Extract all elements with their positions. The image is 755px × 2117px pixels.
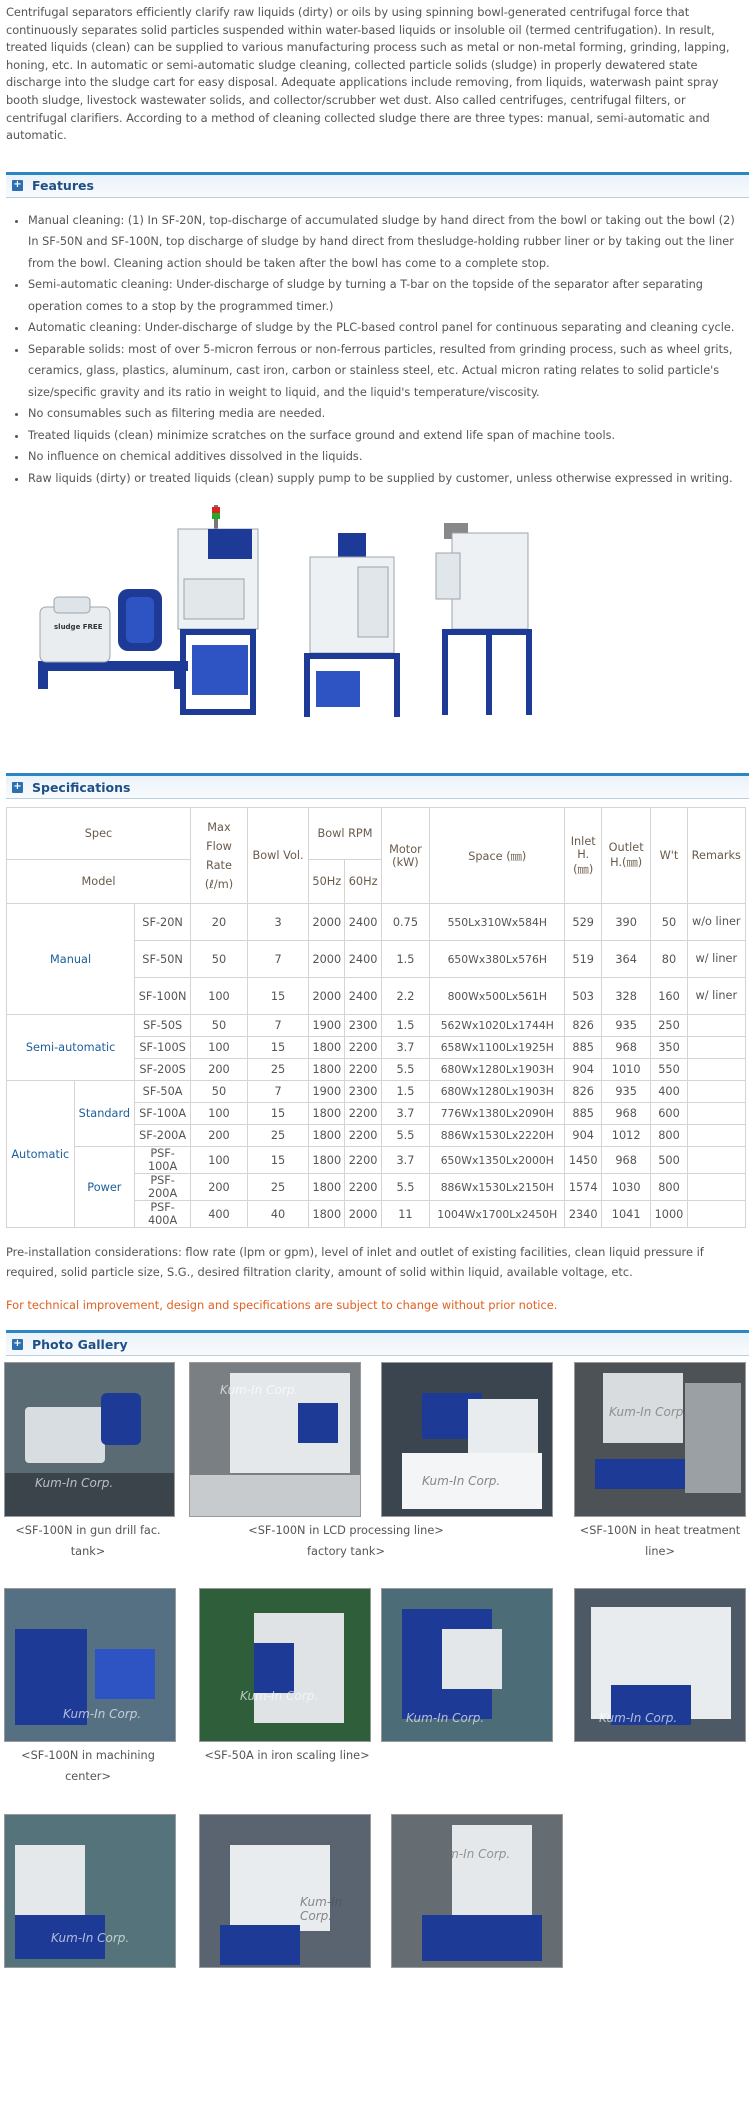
spec-cell: 904 [565,1059,602,1081]
spec-cell: 15 [247,978,308,1015]
feature-item: • Separable solids: most of over 5-micron ferrous or non-ferrous particles, resulted from grinding process, such as wheel grits, ceramics, glass, plastics, aluminum, cast iron, carbon or stainless steel, etc. Actual micron rating relates to solid particle's size/specific gravity and its ratio in weight to liquid, and the liquid's temperature/viscosity. [28,339,743,404]
spec-cell: 2400 [345,904,381,941]
spec-cell: 680Wx1280Lx1903H [430,1081,565,1103]
spec-cell: 500 [651,1147,687,1174]
header-weight: W't [651,808,687,904]
gallery-photo[interactable] [574,1362,746,1517]
spec-cell: 2200 [345,1174,381,1201]
spec-cell: 5.5 [381,1059,429,1081]
photo-caption: <SF-100N in machining center> [21,1749,155,1784]
spec-cell: 600 [651,1103,687,1125]
spec-cell: 529 [565,904,602,941]
product-image-semi [164,505,272,717]
spec-body [7,904,746,1228]
spec-model: SF-100N [135,978,191,1015]
spec-cell: 519 [565,941,602,978]
header-inlet: Inlet H. (㎜) [565,808,602,904]
header-space: Space (㎜) [430,808,565,904]
spec-cell [687,1201,745,1228]
spec-cell: 1000 [651,1201,687,1228]
spec-cell: 50 [191,1015,248,1037]
spec-cell: 2200 [345,1103,381,1125]
spec-cell: 1800 [309,1147,345,1174]
spec-cell: 1900 [309,1015,345,1037]
spec-cell: 50 [191,941,248,978]
spec-cell: w/ liner [687,978,745,1015]
watermark: Kum-In Corp. [35,1476,114,1491]
spec-model: SF-100S [135,1037,191,1059]
spec-cell: 2000 [309,941,345,978]
gallery-photo[interactable] [199,1588,371,1742]
gallery-photo[interactable] [4,1362,175,1517]
spec-cell: 2200 [345,1125,381,1147]
photo-gallery [6,1356,749,1996]
spec-cell: 886Wx1530Lx2150H [430,1174,565,1201]
spec-cell: 935 [601,1081,650,1103]
spec-cell [687,1103,745,1125]
spec-model: SF-20N [135,904,191,941]
feature-item: • Semi-automatic cleaning: Under-discharge of sludge by turning a T-bar on the topside of the separator after separating operation comes to a stop by the programmed timer.) [28,274,743,317]
spec-cell: 680Wx1280Lx1903H [430,1059,565,1081]
spec-cell: 968 [601,1147,650,1174]
intro-paragraph: Centrifugal separators efficiently clarify raw liquids (dirty) or oils by using spinning bowl-generated centrifugal force that continuously separates solid particles suspended within water-based liquids or insoluble oil (termed centrifugation). In result, treated liquids (clean) can be supplied to various manufacturing process such as metal or non-metal forming, grinding, lapping, honing, etc. In automatic or semi-automatic sludge cleaning, collected particle solids (sludge) in properly dewatered state discharge into the sludge cart for easy disposal. Adequate applications include removing, from liquids, waterwash paint spray booth sludge, livestock wastewater solids, and collector/scrubber wet dust. Also called centrifuges, centrifugal filters, or centrifugal clarifiers. According to a method of cleaning collected sludge there are three types: manual, semi-automatic and automatic. [6,5,730,143]
spec-cell: 350 [651,1037,687,1059]
spec-cell: 2200 [345,1037,381,1059]
gallery-title: Photo Gallery [32,1336,128,1352]
spec-cell: 1800 [309,1103,345,1125]
plus-icon: + [13,1337,22,1349]
spec-cell: 11 [381,1201,429,1228]
spec-cell: 1800 [309,1125,345,1147]
gallery-header [6,1330,749,1356]
photo-caption: <SF-100N in gun drill fac. tank> [15,1524,161,1559]
product-image-power [432,523,542,717]
spec-cell: 390 [601,904,650,941]
spec-cell: 100 [191,1037,248,1059]
gallery-photo[interactable] [189,1362,361,1517]
spec-group-label: Standard [74,1081,135,1147]
watermark: Kum-In Corp. [406,1711,485,1726]
photo-caption: <SF-100N in heat treatment line> [579,1524,741,1559]
feature-item: • Automatic cleaning: Under-discharge of sludge by the PLC-based control panel for continuous separating and cleaning cycle. [28,317,743,339]
spec-cell: 1041 [601,1201,650,1228]
spec-cell: 800Wx500Lx561H [430,978,565,1015]
product-image-auto [296,533,406,717]
spec-cell: 885 [565,1037,602,1059]
product-logo: sludge FREE [54,623,103,632]
spec-cell: 100 [191,1103,248,1125]
spec-cell: 1030 [601,1174,650,1201]
spec-row [7,1147,746,1174]
spec-cell: 1012 [601,1125,650,1147]
spec-cell: 826 [565,1081,602,1103]
gallery-photo[interactable] [4,1588,176,1742]
spec-cell: 503 [565,978,602,1015]
spec-cell: 160 [651,978,687,1015]
spec-group-label: Power [74,1147,135,1228]
spec-cell: 20 [191,904,248,941]
gallery-photo[interactable] [391,1814,563,1968]
spec-cell: 1900 [309,1081,345,1103]
spec-cell: 886Wx1530Lx2220H [430,1125,565,1147]
spec-cell: 1800 [309,1174,345,1201]
spec-model: SF-50S [135,1015,191,1037]
spec-model: PSF-400A [135,1201,191,1228]
disclaimer-note: For technical improvement, design and specifications are subject to change without prior notice. [6,1298,558,1313]
spec-cell: 3.7 [381,1103,429,1125]
spec-cell: 1010 [601,1059,650,1081]
header-spec: Spec [7,808,191,860]
spec-cell: 5.5 [381,1174,429,1201]
spec-cell: 2000 [309,904,345,941]
spec-cell [687,1015,745,1037]
spec-cell: 100 [191,978,248,1015]
watermark: Kum-In Corp. [51,1931,130,1946]
spec-cell: 25 [247,1059,308,1081]
gallery-photo[interactable] [381,1588,553,1742]
spec-cell [687,1147,745,1174]
watermark: Kum-In Corp. [422,1474,501,1489]
spec-cell [687,1125,745,1147]
spec-cell: 100 [191,1147,248,1174]
spec-cell: 2300 [345,1081,381,1103]
spec-cell: 826 [565,1015,602,1037]
specifications-header [6,773,749,799]
spec-cell: 800 [651,1125,687,1147]
feature-item: • Manual cleaning: (1) In SF-20N, top-discharge of accumulated sludge by hand direct from the bowl or taking out the bowl (2) In SF-50N and SF-100N, top discharge of sludge by hand direct from thesludge-holding rubber liner or by taking out the liner from the bowl. Cleaning action should be taken after the bowl has come to a complete stop. [28,210,743,275]
spec-cell: 1800 [309,1201,345,1228]
spec-cell: 40 [247,1201,308,1228]
spec-cell: 7 [247,941,308,978]
spec-model: SF-50N [135,941,191,978]
spec-cell: 1800 [309,1037,345,1059]
spec-cell: 50 [651,904,687,941]
header-outlet: Outlet H.(㎜) [601,808,650,904]
spec-cell: 200 [191,1125,248,1147]
specifications-table [6,807,746,1228]
spec-cell: 0.75 [381,904,429,941]
spec-group-label: Manual [7,904,135,1015]
photo-caption: <SF-100N in LCD processing line> factory tank> [248,1524,444,1559]
spec-cell: 650Wx380Lx576H [430,941,565,978]
gallery-photo[interactable] [4,1814,176,1968]
photo-caption: <SF-50A in iron scaling line> [204,1749,370,1763]
header-model: Model [7,860,191,904]
spec-cell: 200 [191,1059,248,1081]
spec-cell: 1800 [309,1059,345,1081]
spec-cell: 15 [247,1103,308,1125]
spec-cell: 200 [191,1174,248,1201]
spec-cell [687,1081,745,1103]
spec-model: SF-200A [135,1125,191,1147]
spec-cell [687,1174,745,1201]
spec-cell: 5.5 [381,1125,429,1147]
spec-cell: 550 [651,1059,687,1081]
spec-cell: 2200 [345,1059,381,1081]
header-motor: Motor (kW) [381,808,429,904]
spec-cell: 1.5 [381,941,429,978]
spec-cell: 2200 [345,1147,381,1174]
watermark: Kum-In Corp. [240,1689,319,1704]
spec-model: SF-200S [135,1059,191,1081]
header-60hz: 60Hz [345,860,381,904]
spec-cell: 7 [247,1081,308,1103]
spec-cell: 2340 [565,1201,602,1228]
spec-cell: 935 [601,1015,650,1037]
spec-cell: 1.5 [381,1015,429,1037]
spec-cell: 15 [247,1147,308,1174]
spec-cell: 1004Wx1700Lx2450H [430,1201,565,1228]
spec-cell: 50 [191,1081,248,1103]
feature-item: • No consumables such as filtering media are needed. [28,403,743,425]
gallery-photo[interactable] [381,1362,553,1517]
spec-cell: 15 [247,1037,308,1059]
spec-cell: 1450 [565,1147,602,1174]
gallery-photo[interactable] [574,1588,746,1742]
features-title: Features [32,178,94,194]
spec-cell: 562Wx1020Lx1744H [430,1015,565,1037]
spec-cell: 2.2 [381,978,429,1015]
spec-cell: 400 [651,1081,687,1103]
watermark: Kum-In Corp. [609,1405,688,1420]
feature-item: • Raw liquids (dirty) or treated liquids (clean) supply pump to be supplied by customer, unless otherwise expressed in writing. [28,468,743,490]
header-remarks: Remarks [687,808,745,904]
spec-cell: 650Wx1350Lx2000H [430,1147,565,1174]
plus-icon: + [13,179,22,191]
spec-cell: 1574 [565,1174,602,1201]
spec-cell: 25 [247,1174,308,1201]
spec-group-label: Semi-automatic [7,1015,135,1081]
feature-item: • No influence on chemical additives dissolved in the liquids. [28,446,743,468]
plus-icon: + [13,780,22,792]
spec-cell: 328 [601,978,650,1015]
watermark: Kum-In Corp. [599,1711,678,1726]
spec-cell: 2000 [345,1201,381,1228]
spec-cell: 800 [651,1174,687,1201]
features-header [6,172,749,198]
spec-cell: 2400 [345,978,381,1015]
spec-cell: 776Wx1380Lx2090H [430,1103,565,1125]
spec-row [7,1081,746,1103]
features-list [6,210,749,490]
header-50hz: 50Hz [309,860,345,904]
spec-cell: 968 [601,1103,650,1125]
spec-cell: 3.7 [381,1147,429,1174]
spec-cell: 400 [191,1201,248,1228]
product-images [6,503,749,761]
spec-model: SF-50A [135,1081,191,1103]
spec-cell: 25 [247,1125,308,1147]
pre-installation-note: Pre-installation considerations: flow rate (lpm or gpm), level of inlet and outlet of existing facilities, clean liquid pressure if required, solid particle size, S.G., desired filtration clarity, amount of solid within liquid, available voltage, etc. [6,1245,704,1280]
spec-cell: 550Lx310Wx584H [430,904,565,941]
spec-cell: 364 [601,941,650,978]
spec-model: PSF-100A [135,1147,191,1174]
spec-cell: 7 [247,1015,308,1037]
spec-cell [687,1059,745,1081]
spec-cell: 885 [565,1103,602,1125]
header-flow: Max Flow Rate (ℓ/m) [191,808,248,904]
spec-cell: 3 [247,904,308,941]
spec-cell: 3.7 [381,1037,429,1059]
spec-cell: 2300 [345,1015,381,1037]
spec-cell: 2400 [345,941,381,978]
header-rpm: Bowl RPM [309,808,382,860]
feature-item: • Treated liquids (clean) minimize scratches on the surface ground and extend life span of machine tools. [28,425,743,447]
watermark: Kum-In Corp. [300,1895,343,1924]
spec-cell: 80 [651,941,687,978]
gallery-photo[interactable] [199,1814,371,1968]
watermark: Kum-In Corp. [63,1707,142,1722]
spec-cell: 658Wx1100Lx1925H [430,1037,565,1059]
spec-cell: w/ liner [687,941,745,978]
spec-cell [687,1037,745,1059]
spec-model: SF-100A [135,1103,191,1125]
spec-cell: 904 [565,1125,602,1147]
spec-row [7,904,746,941]
spec-cell: 968 [601,1037,650,1059]
spec-group-label: Automatic [7,1081,75,1228]
spec-cell: 2000 [309,978,345,1015]
watermark: Kum-In Corp. [220,1383,299,1398]
watermark: Kum-In Corp. [432,1847,511,1862]
header-bowl-vol: Bowl Vol. [247,808,308,904]
spec-cell: 250 [651,1015,687,1037]
spec-row [7,1015,746,1037]
spec-cell: w/o liner [687,904,745,941]
spec-model: PSF-200A [135,1174,191,1201]
specifications-title: Specifications [32,779,131,795]
spec-cell: 1.5 [381,1081,429,1103]
